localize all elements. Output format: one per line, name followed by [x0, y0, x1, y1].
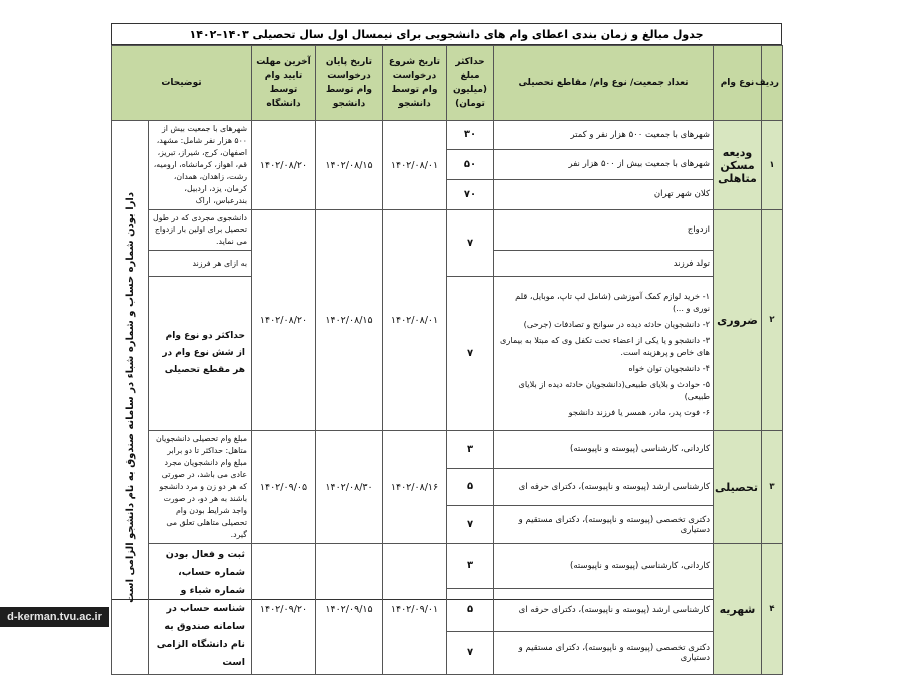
- amount-value: ۷: [447, 506, 494, 544]
- item-text: کاردانی، کارشناسی (پیوسته و ناپیوسته): [494, 544, 714, 589]
- row-number: ۳: [762, 431, 783, 544]
- header-count: تعداد جمعیت/ نوع وام/ مقاطع تحصیلی: [494, 46, 714, 121]
- start-date: ۱۴۰۲/۰۸/۱۶: [383, 431, 447, 544]
- row-number: ۲: [762, 210, 783, 431]
- deadline-date: ۱۴۰۲/۰۹/۲۰: [252, 544, 316, 675]
- amount-value: ۵: [447, 468, 494, 506]
- list-item: ۴- دانشجویان توان خواه: [628, 362, 710, 373]
- item-text: تولد فرزند: [494, 251, 714, 277]
- item-text: دکتری تخصصی (پیوسته و ناپیوسته)، دکترای مستقیم و دستیاری: [494, 506, 714, 544]
- loan-type-tuition: شهریه: [714, 544, 762, 675]
- header-deadline: آخرین مهلت تایید وام توسط دانشگاه: [252, 46, 316, 121]
- note-text: مبلغ وام تحصیلی دانشجویان متاهل: حداکثر تا دو برابر مبلغ وام دانشجویان مجرد عادی می باشد، در صورتی که هر دو زن و مرد دانشجو باشند به هر دو، در صورت واجد شرایط بودن وام تحصیلی متاهلی تعلق می گیرد.: [149, 431, 252, 544]
- deadline-date: ۱۴۰۲/۰۹/۰۵: [252, 431, 316, 544]
- loan-schedule-table: [111, 45, 783, 675]
- note-text: به ازای هر فرزند: [149, 251, 252, 277]
- side-note-cell: [112, 121, 149, 675]
- amount-value: ۳: [447, 431, 494, 469]
- end-date: ۱۴۰۲/۰۸/۳۰: [316, 431, 383, 544]
- note-text: ثبت و فعال بودن شماره حساب، شماره شباء و شناسه حساب در سامانه صندوق به نام دانشگاه الزامی است: [149, 544, 252, 675]
- row-number: ۴: [762, 544, 783, 675]
- start-date: ۱۴۰۲/۰۸/۰۱: [383, 121, 447, 210]
- start-date: ۱۴۰۲/۰۸/۰۱: [383, 210, 447, 431]
- footer-url: d-kerman.tvu.ac.ir: [0, 607, 109, 627]
- table-row: [112, 210, 783, 251]
- deadline-date: ۱۴۰۲/۰۸/۲۰: [252, 121, 316, 210]
- item-text: شهرهای با جمعیت بیش از ۵۰۰ هزار نفر: [494, 149, 714, 179]
- list-item: ۳- دانشجو و یا یکی از اعضاء تحت تکفل وی که مبتلا به بیماری های خاص و پرهزینه است.: [499, 334, 710, 357]
- end-date: ۱۴۰۲/۰۹/۱۵: [316, 544, 383, 675]
- side-note: دارا بودن شماره حساب و شماره شباء در سامانه صندوق به نام دانشجو الزامی است: [124, 192, 136, 603]
- amount-value: ۷: [447, 277, 494, 431]
- deadline-date: ۱۴۰۲/۰۸/۲۰: [252, 210, 316, 431]
- amount-value: ۷۰: [447, 179, 494, 209]
- list-item: ۶- فوت پدر، مادر، همسر یا فرزند دانشجو: [568, 406, 710, 417]
- list-item: ۵- حوادث و بلایای طبیعی(دانشجویان حادثه دیده از بلایای طبیعی): [518, 378, 710, 401]
- item-text: ازدواج: [494, 210, 714, 251]
- item-text: کلان شهر تهران: [494, 179, 714, 209]
- header-start-date: تاریخ شروع درخواست وام توسط دانشجو: [383, 46, 447, 121]
- header-max-amount: حداکثر مبلغ (میلیون تومان): [447, 46, 494, 121]
- end-date: ۱۴۰۲/۰۸/۱۵: [316, 210, 383, 431]
- item-list: [494, 277, 714, 431]
- list-item: ۲- دانشجویان حادثه دیده در سوانح و تصادفات (جرحی): [523, 318, 710, 329]
- loan-type-housing: ودیعه مسکن متاهلی: [714, 121, 762, 210]
- amount-value: ۳: [447, 544, 494, 589]
- item-text: کارشناسی ارشد (پیوسته و ناپیوسته)، دکترای حرفه ای: [494, 468, 714, 506]
- table-row: [112, 277, 783, 431]
- header-loan-type: نوع وام: [714, 46, 762, 121]
- table-row: [112, 544, 783, 589]
- header-row-no: ردیف: [762, 46, 783, 121]
- end-date: ۱۴۰۲/۰۸/۱۵: [316, 121, 383, 210]
- table-row: [112, 431, 783, 469]
- amount-value: ۷: [447, 631, 494, 674]
- header-end-date: تاریخ پایان درخواست وام توسط دانشجو: [316, 46, 383, 121]
- item-text: دکتری تخصصی (پیوسته و ناپیوسته)، دکترای مستقیم و دستیاری: [494, 631, 714, 674]
- amount-value: ۵: [447, 588, 494, 631]
- amount-value: ۵۰: [447, 149, 494, 179]
- row-number: ۱: [762, 121, 783, 210]
- item-text: کارشناسی ارشد (پیوسته و ناپیوسته)، دکترای حرفه ای: [494, 588, 714, 631]
- table-title: جدول مبالغ و زمان بندی اعطای وام های دانشجویی برای نیمسال اول سال تحصیلی ۱۴۰۳–۱۴۰۲: [111, 23, 782, 45]
- amount-value: ۷: [447, 210, 494, 277]
- note-text: حداکثر دو نوع وام از شش نوع وام در هر مقطع تحصیلی: [149, 277, 252, 431]
- note-text: شهرهای با جمعیت بیش از ۵۰۰ هزار نفر شامل: مشهد، اصفهان، کرج، شیراز، تبریز، قم، اهواز، کرمانشاه، ارومیه، رشت، زاهدان، همدان، کرمان، یزد، اردبیل، بندرعباس، اراک: [149, 121, 252, 210]
- item-text: کاردانی، کارشناسی (پیوسته و ناپیوسته): [494, 431, 714, 469]
- header-notes: توضیحات: [112, 46, 252, 121]
- table-row: [112, 121, 783, 150]
- start-date: ۱۴۰۲/۰۹/۰۱: [383, 544, 447, 675]
- loan-type-educational: تحصیلی: [714, 431, 762, 544]
- item-text: شهرهای با جمعیت ۵۰۰ هزار نفر و کمتر: [494, 121, 714, 150]
- header-row: [112, 46, 783, 121]
- amount-value: ۳۰: [447, 121, 494, 150]
- note-text: دانشجوی مجردی که در طول تحصیل برای اولین بار ازدواج می نماید.: [149, 210, 252, 251]
- loan-type-emergency: ضروری: [714, 210, 762, 431]
- list-item: ۱- خرید لوازم کمک آموزشی (شامل لپ تاپ، موبایل، قلم نوری و ...): [515, 290, 710, 313]
